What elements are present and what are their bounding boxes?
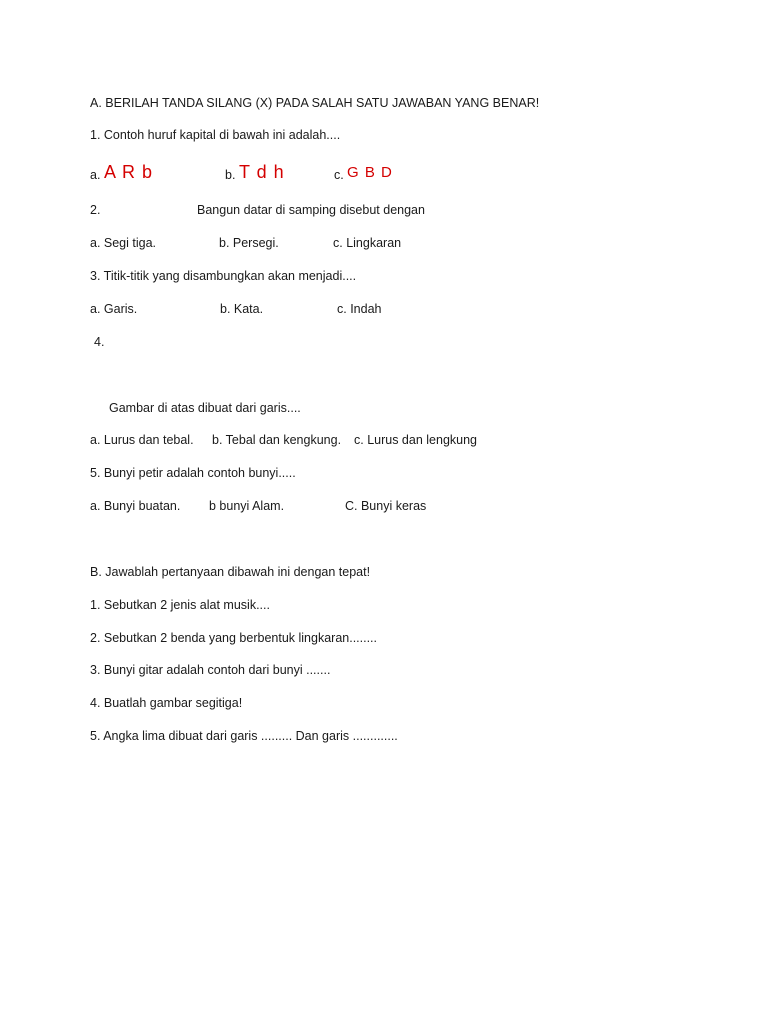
q1-option-a-prefix: a.	[90, 168, 101, 182]
essay-question-2: 2. Sebutkan 2 benda yang berbentuk lingkaran........	[90, 631, 378, 645]
question-3: 3. Titik-titik yang disambungkan akan menjadi....	[90, 269, 357, 283]
essay-question-1: 1. Sebutkan 2 jenis alat musik....	[90, 598, 270, 612]
question-5: 5. Bunyi petir adalah contoh bunyi.....	[90, 466, 296, 480]
q1-option-c-value: G B D	[347, 164, 393, 181]
q5-option-a: a. Bunyi buatan.	[90, 499, 181, 513]
q2-option-c: c. Lingkaran	[333, 236, 402, 250]
question-4-number: 4.	[94, 335, 105, 349]
q4-option-b: b. Tebal dan kengkung.	[212, 433, 342, 447]
q3-option-c: c. Indah	[337, 302, 382, 316]
q2-option-b: b. Persegi.	[219, 236, 279, 250]
q5-option-c: C. Bunyi keras	[345, 499, 427, 513]
q1-option-b-value: T d h	[239, 162, 285, 182]
question-1: 1. Contoh huruf kapital di bawah ini adalah....	[90, 128, 341, 142]
q4-option-a: a. Lurus dan tebal.	[90, 433, 194, 447]
question-2-number: 2.	[90, 203, 101, 217]
q4-option-c: c. Lurus dan lengkung	[354, 433, 478, 447]
q3-option-b: b. Kata.	[220, 302, 264, 316]
section-b-heading: B. Jawablah pertanyaan dibawah ini dengan tepat!	[90, 565, 371, 579]
q2-option-a: a. Segi tiga.	[90, 236, 157, 250]
q3-option-a: a. Garis.	[90, 302, 138, 316]
question-4: Gambar di atas dibuat dari garis....	[109, 401, 301, 415]
q1-option-b-prefix: b.	[225, 168, 236, 182]
essay-question-5: 5. Angka lima dibuat dari garis ......... Dan garis .............	[90, 729, 398, 743]
q5-option-b: b bunyi Alam.	[209, 499, 285, 513]
essay-question-4: 4. Buatlah gambar segitiga!	[90, 696, 243, 710]
q1-option-c-prefix: c.	[334, 168, 344, 182]
section-a-heading: A. BERILAH TANDA SILANG (X) PADA SALAH SATU JAWABAN YANG BENAR!	[90, 96, 540, 110]
essay-question-3: 3. Bunyi gitar adalah contoh dari bunyi .......	[90, 663, 331, 677]
q1-option-a-value: A R b	[104, 162, 154, 182]
question-2: Bangun datar di samping disebut dengan	[197, 203, 425, 217]
